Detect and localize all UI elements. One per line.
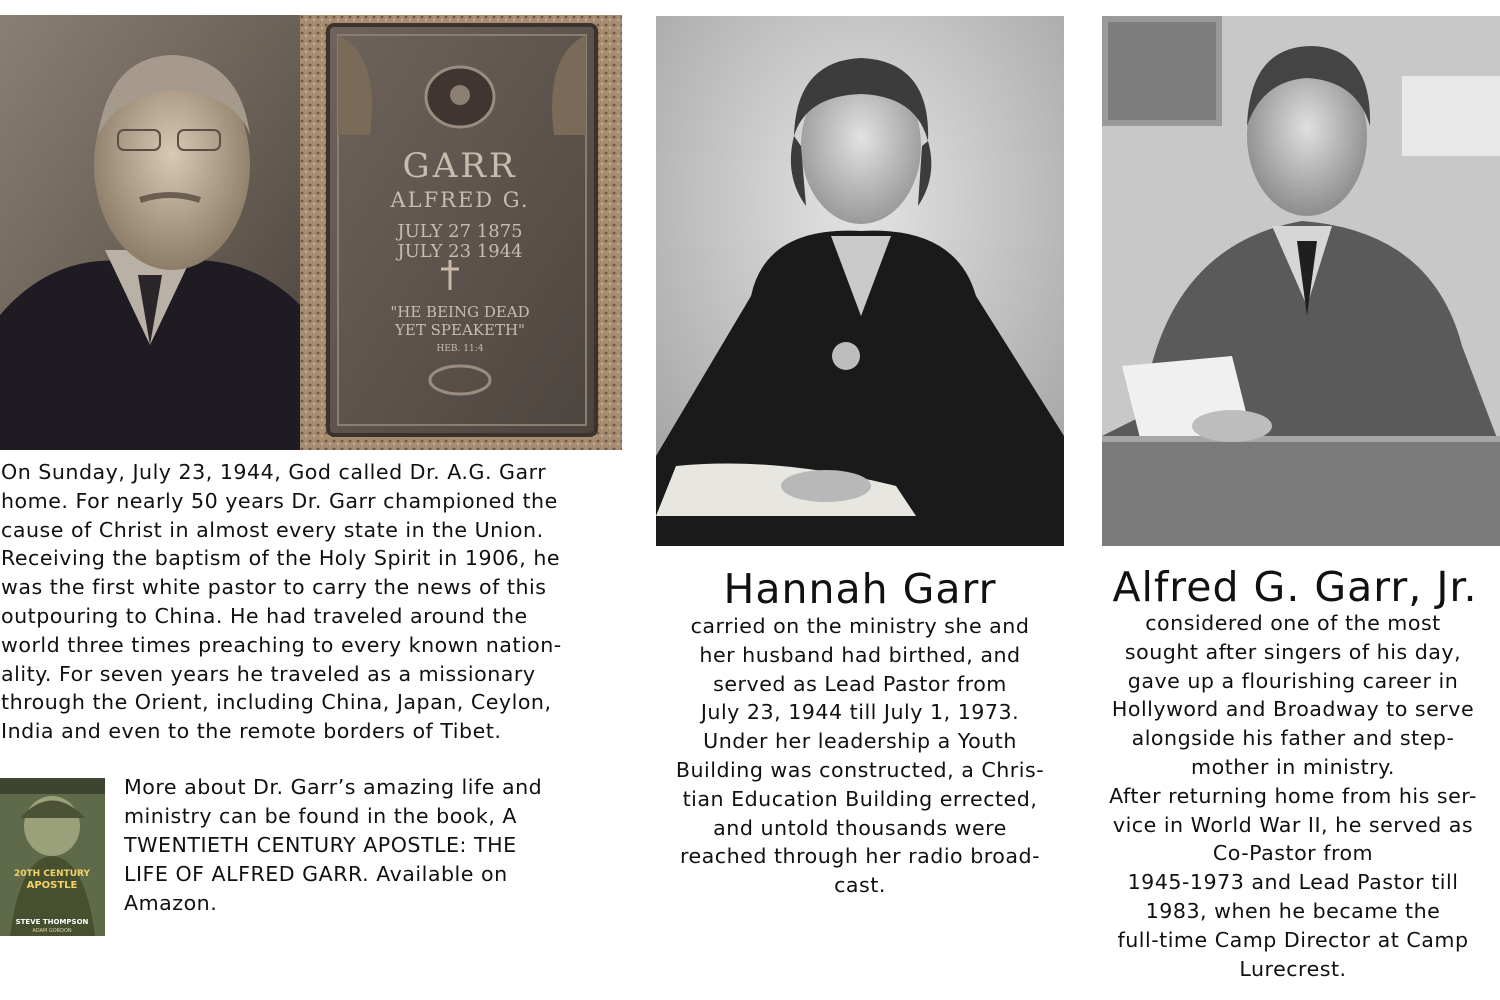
plaque-reference: HEB. 11:4 xyxy=(436,344,484,354)
hannah-garr-name-heading: Hannah Garr xyxy=(723,565,997,613)
plaque-died-date: JULY 23 1944 xyxy=(397,241,523,262)
plaque-epitaph-line2: YET SPEAKETH" xyxy=(395,321,525,339)
book-title-line1: 20TH CENTURY xyxy=(13,869,91,879)
alfred-garr-jr-name-heading: Alfred G. Garr, Jr. xyxy=(1112,563,1478,611)
book-cover-image xyxy=(0,778,105,936)
hannah-garr-text: carried on the ministry she and her husband had birthed, and served as Lead Pastor from July 23, 1944 till July 1, 1973. Under her leadership a Youth Building was constructed, a Chris- tian Education Building errected, and untold thousands were reached through her radio broad- cast. xyxy=(675,614,1045,898)
plaque-surname: GARR xyxy=(402,146,518,186)
book-author1: STEVE THOMPSON xyxy=(15,918,89,926)
plaque-born-date: JULY 27 1875 xyxy=(397,221,523,242)
grave-plaque-icon xyxy=(300,15,622,450)
portrait-photo-icon xyxy=(656,16,1064,546)
portrait-photo-icon xyxy=(0,15,300,450)
grave-plaque-photo xyxy=(300,15,622,450)
garr-biography-text: On Sunday, July 23, 1944, God called Dr. A.G. Garr home. For nearly 50 years Dr. Garr championed the cause of Christ in almost every state in the Union. Receiving the baptism of the Holy Spirit in 1906, he was the first white pastor to carry the news of this outpouring to China. He had traveled around the world three times preaching to every known nation- ality. For seven years he traveled as a missionary through the Orient, including China, Japan, Ceylon, India and even to the remote borders of Tibet. xyxy=(1,460,562,744)
plaque-given-name: ALFRED G. xyxy=(390,188,530,212)
alfred-garr-jr-photo xyxy=(1102,16,1500,546)
book-info-text: More about Dr. Garr’s amazing life and ministry can be found in the book, A TWENTIETH CENTURY APOSTLE: THE LIFE OF ALFRED GARR. Available on Amazon. xyxy=(124,775,543,915)
book-cover-icon xyxy=(0,778,105,936)
plaque-epitaph-line1: "HE BEING DEAD xyxy=(390,303,530,321)
book-author2: ADAM GORDON xyxy=(32,928,72,934)
alfred-garr-jr-text: considered one of the most sought after singers of his day, gave up a flourishing career in Hollyword and Broadway to serve alongside his father and step- mother in ministry. After returning home from his ser- vice in World War II, he served as Co-Pastor from 1945-1973 and Lead Pastor till 1983, when he became the full-time Camp Director at Camp Lurecrest. xyxy=(1109,611,1477,981)
hannah-garr-photo xyxy=(656,16,1064,546)
garr-portrait-photo xyxy=(0,15,300,450)
portrait-photo-icon xyxy=(1102,16,1500,546)
book-title-line2: APOSTLE xyxy=(26,880,78,891)
